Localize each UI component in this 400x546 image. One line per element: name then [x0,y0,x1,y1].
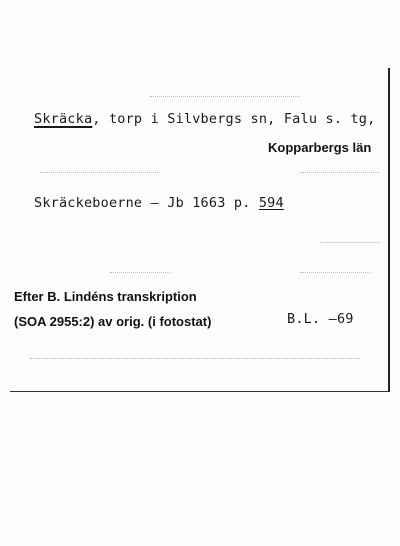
place-description: , torp i Silvbergs sn, Falu s. tg, [92,111,376,127]
guide-line [300,172,380,173]
card-right-border [388,68,390,392]
source-line-2: (SOA 2955:2) av orig. (i fotostat) [14,314,212,329]
place-name: Skräcka [34,111,93,127]
guide-line [300,272,370,273]
reference-line [34,195,284,211]
reference-page: 594 [258,195,284,211]
guide-line [30,358,360,359]
guide-line [150,96,300,97]
guide-line [320,242,380,243]
guide-line [110,272,170,273]
county-label: Kopparbergs län [268,140,372,155]
reference-text: Skräckeboerne – Jb 1663 p. [34,195,259,211]
source-line-1: Efter B. Lindéns transkription [14,289,197,304]
place-line [34,111,375,127]
guide-line [40,172,160,173]
card-bottom-border [10,391,390,392]
signature: B.L. –69 [287,311,354,327]
